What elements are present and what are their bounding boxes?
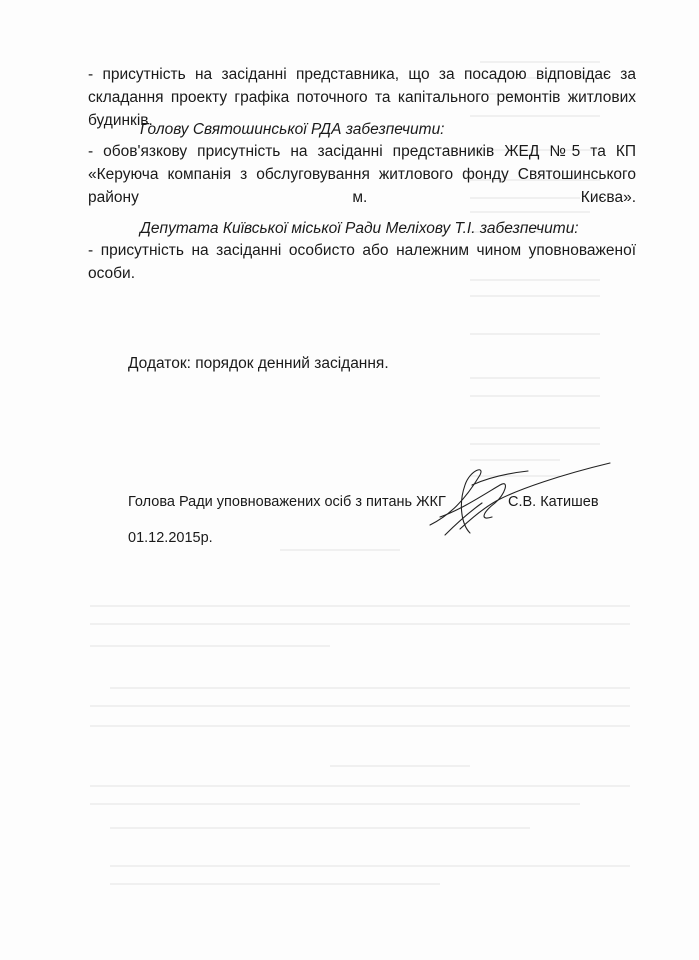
signatory-role: Голова Ради уповноважених осіб з питань ЖКГ xyxy=(128,494,446,510)
paragraph-zhed-presence: - обов'язкову присутність на засіданні представників ЖЕД №5 та КП «Керуюча компанія з обслуговування житлового фонду Святошинського району м. Києва». xyxy=(88,143,636,206)
heading-deputy-melikhova: Депутата Київської міської Ради Меліхову Т.І. забезпечити: xyxy=(140,220,579,237)
signatory-name: С.В. Катишев xyxy=(508,494,599,510)
document-date: 01.12.2015р. xyxy=(128,530,213,546)
heading-svyatoshynska-rda: Голову Святошинської РДА забезпечити: xyxy=(140,121,445,138)
paragraph-representative-presence: - присутність на засіданні представника, що за посадою відповідає за складання проекту графіка поточного та капітального ремонтів житлових будинків. xyxy=(88,66,636,129)
paragraph-deputy-presence: - присутність на засіданні особисто або належним чином уповноваженої особи. xyxy=(88,242,636,282)
attachment-note: Додаток: порядок денний засідання. xyxy=(128,355,389,372)
